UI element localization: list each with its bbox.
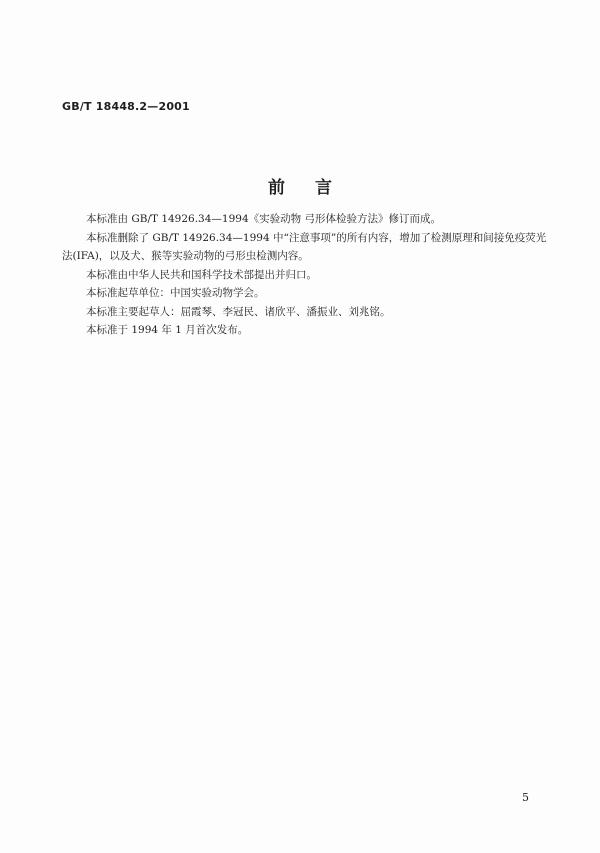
preface-paragraph: 本标准由 GB/T 14926.34—1994《实验动物 弓形体检验方法》修订而成。 [86,213,441,225]
standard-code: GB/T 18448.2—2001 [62,100,190,113]
preface-paragraph: 本标准由中华人民共和国科学技术部提出并归口。 [86,268,317,281]
preface-paragraph: 本标准主要起草人：屈霞琴、李冠民、诸欣平、潘振业、刘兆铭。 [86,305,391,318]
preface-paragraph: 本标准起草单位：中国实验动物学会。 [86,287,265,299]
preface-body [62,210,552,340]
preface-paragraph: 本标准于 1994 年 1 月首次发布。 [86,324,249,336]
preface-paragraph: 本标准删除了 GB/T 14926.34—1994 中“注意事项”的所有内容，增加了检测原理和间接免疫荧光法(IFA)，以及犬、猴等实验动物的弓形虫检测内容。 [62,231,547,262]
page-number: 5 [522,791,529,804]
page-title: 前言 [268,178,362,198]
